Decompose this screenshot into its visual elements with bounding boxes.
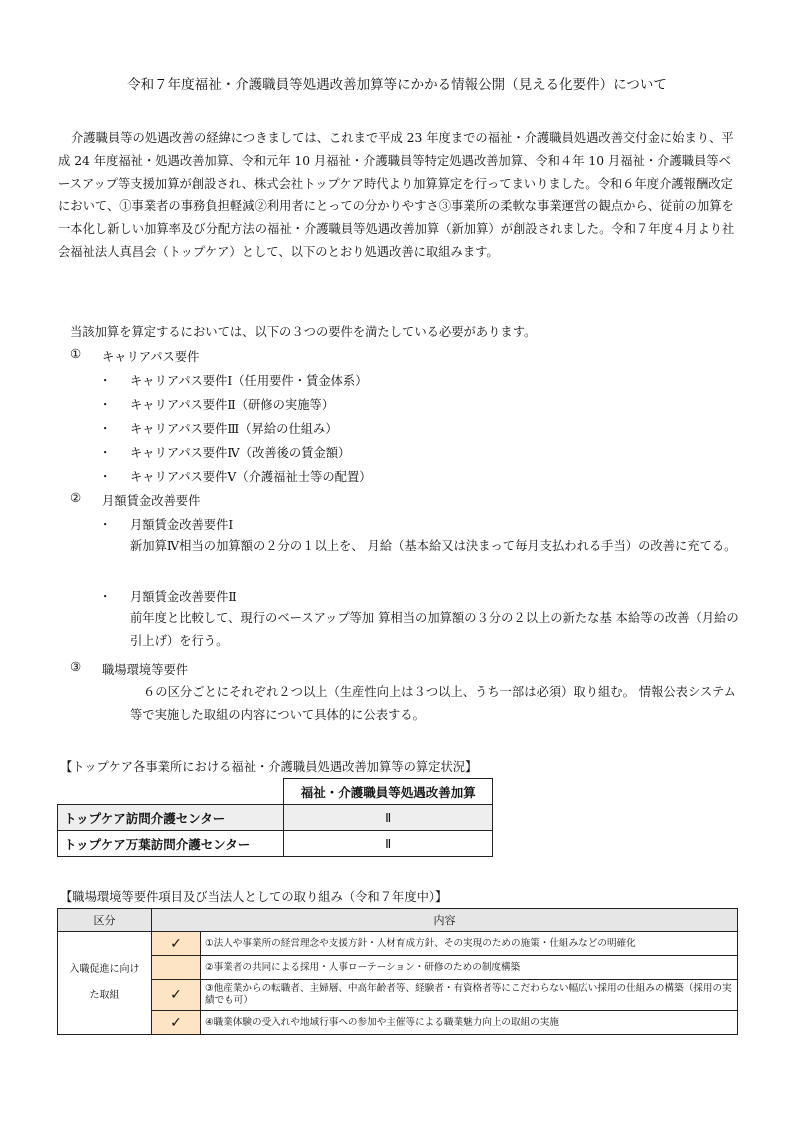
check-icon: ✓ (170, 935, 182, 952)
page-title: 令和７年度福祉・介護職員等処遇改善加算等にかかる情報公開（見える化要件）について (127, 77, 667, 93)
env-table-header-row (58, 909, 738, 932)
career-item: キャリアパス要件Ⅰ（任用要件・賃金体系） (130, 374, 368, 388)
monthly-item-desc: 前年度と比較して、現行のベースアップ等加 算相当の加算額の３分の２以上の新たな基 本給等の改善（月給の引上げ）を行う。 (130, 611, 739, 648)
category-header: 区分 (58, 909, 152, 932)
career-number: ① (70, 347, 82, 361)
item-text: ③他産業からの転職者、主婦層、中高年齢者等、経験者・有資格者等にこだわらない幅広い採用の仕組みの構築（採用の実績でも可） (201, 980, 738, 1011)
table-row (58, 831, 493, 857)
monthly-number: ② (70, 491, 82, 505)
table-row (58, 956, 738, 980)
status-table (57, 778, 493, 857)
env-table-caption: 【職場環境等要件項目及び当法人としての取り組み（令和７年度中）】 (60, 890, 448, 904)
addition-level: Ⅱ (284, 831, 493, 857)
check-icon: ✓ (170, 987, 182, 1003)
bullet: ・ (99, 590, 112, 604)
bullet: ・ (99, 422, 112, 436)
table-row (58, 980, 738, 1011)
career-item: キャリアパス要件Ⅳ（改善後の賃金額） (130, 446, 351, 460)
career-heading: キャリアパス要件 (102, 350, 200, 364)
requirements-lead: 当該加算を算定するにおいては、以下の３つの要件を満たしている必要があります。 (70, 325, 537, 339)
category-label-line: 入職促進に向け (69, 964, 140, 975)
office-name: トップケア訪問介護センター (58, 805, 284, 831)
check-cell (152, 980, 201, 1011)
item-text: ④職業体験の受入れや地域行事への参加や主催等による職業魅力向上の取組の実施 (201, 1011, 738, 1035)
bullet: ・ (99, 470, 112, 484)
check-cell (152, 932, 201, 956)
addition-level: Ⅱ (284, 805, 493, 831)
check-icon: ✓ (170, 1014, 182, 1031)
status-table-caption: 【トップケア各事業所における福祉・介護職員処遇改善加算等の算定状況】 (60, 760, 478, 774)
workplace-heading: 職場環境等要件 (102, 663, 189, 677)
office-name: トップケア万葉訪問介護センター (58, 831, 284, 857)
career-item: キャリアパス要件Ⅴ（介護福祉士等の配置） (130, 470, 372, 484)
monthly-item-label: 月額賃金改善要件Ⅱ (130, 590, 237, 604)
table-row (58, 805, 493, 831)
bullet: ・ (99, 374, 112, 388)
career-item: キャリアパス要件Ⅱ（研修の実施等） (130, 398, 335, 412)
intro-paragraph: 介護職員等の処遇改善の経緯につきましては、これまで平成 23 年度までの福祉・介護職員処遇改善交付金に始まり、平成 24 年度福祉・処遇改善加算、令和元年 10 月福祉・介護職員等特定処遇改善加算、令和４年 10 月福祉・介護職員等ベースアップ等支援加算が創設され、株式会社トップケア時代より加算算定を行ってまいりました。令和６年度介護報酬改定において、①事業者の事務負担軽減②利用者にとっての分かりやすさ③事業所の柔軟な事業運営の観点から、従前の加算を一本化し新しい加算率及び分配方法の福祉・介護職員等処遇改善加算（新加算）が創設されました。令和７年度４月より社会福祉法人真昌会（トップケア）として、以下のとおり処遇改善に取組みます。 (58, 131, 735, 259)
check-cell-empty (152, 956, 201, 980)
career-item: キャリアパス要件Ⅲ（昇給の仕組み） (130, 422, 338, 436)
monthly-item-label: 月額賃金改善要件Ⅰ (130, 518, 234, 532)
table-row (58, 1011, 738, 1035)
status-table-header-row (58, 779, 493, 805)
status-table-corner (58, 779, 284, 805)
bullet: ・ (99, 398, 112, 412)
monthly-item-desc: 新加算Ⅳ相当の加算額の２分の１以上を、 月給（基本給又は決まって毎月支払われる手当）の改善に充てる。 (130, 539, 737, 553)
workplace-desc: ６の区分ごとにそれぞれ２つ以上（生産性向上は３つ以上、うち一部は必須）取り組む。 情報公表システム等で実施した取組の内容について具体的に公表する。 (130, 685, 736, 722)
bullet: ・ (99, 446, 112, 460)
status-column-header: 福祉・介護職員等処遇改善加算 (284, 779, 493, 805)
monthly-heading: 月額賃金改善要件 (102, 494, 201, 508)
category-cell (58, 932, 152, 1035)
check-cell (152, 1011, 201, 1035)
item-text: ②事業者の共同による採用・人事ローテーション・研修のための制度構築 (201, 956, 738, 980)
table-row (58, 932, 738, 956)
env-table (57, 908, 738, 1035)
category-label-line: た取組 (89, 990, 120, 1001)
item-text: ①法人や事業所の経営理念や支援方針・人材育成方針、その実現のための施策・仕組みなどの明確化 (201, 932, 738, 956)
bullet: ・ (99, 518, 112, 532)
content-header: 内容 (152, 909, 738, 932)
workplace-number: ③ (70, 660, 82, 674)
